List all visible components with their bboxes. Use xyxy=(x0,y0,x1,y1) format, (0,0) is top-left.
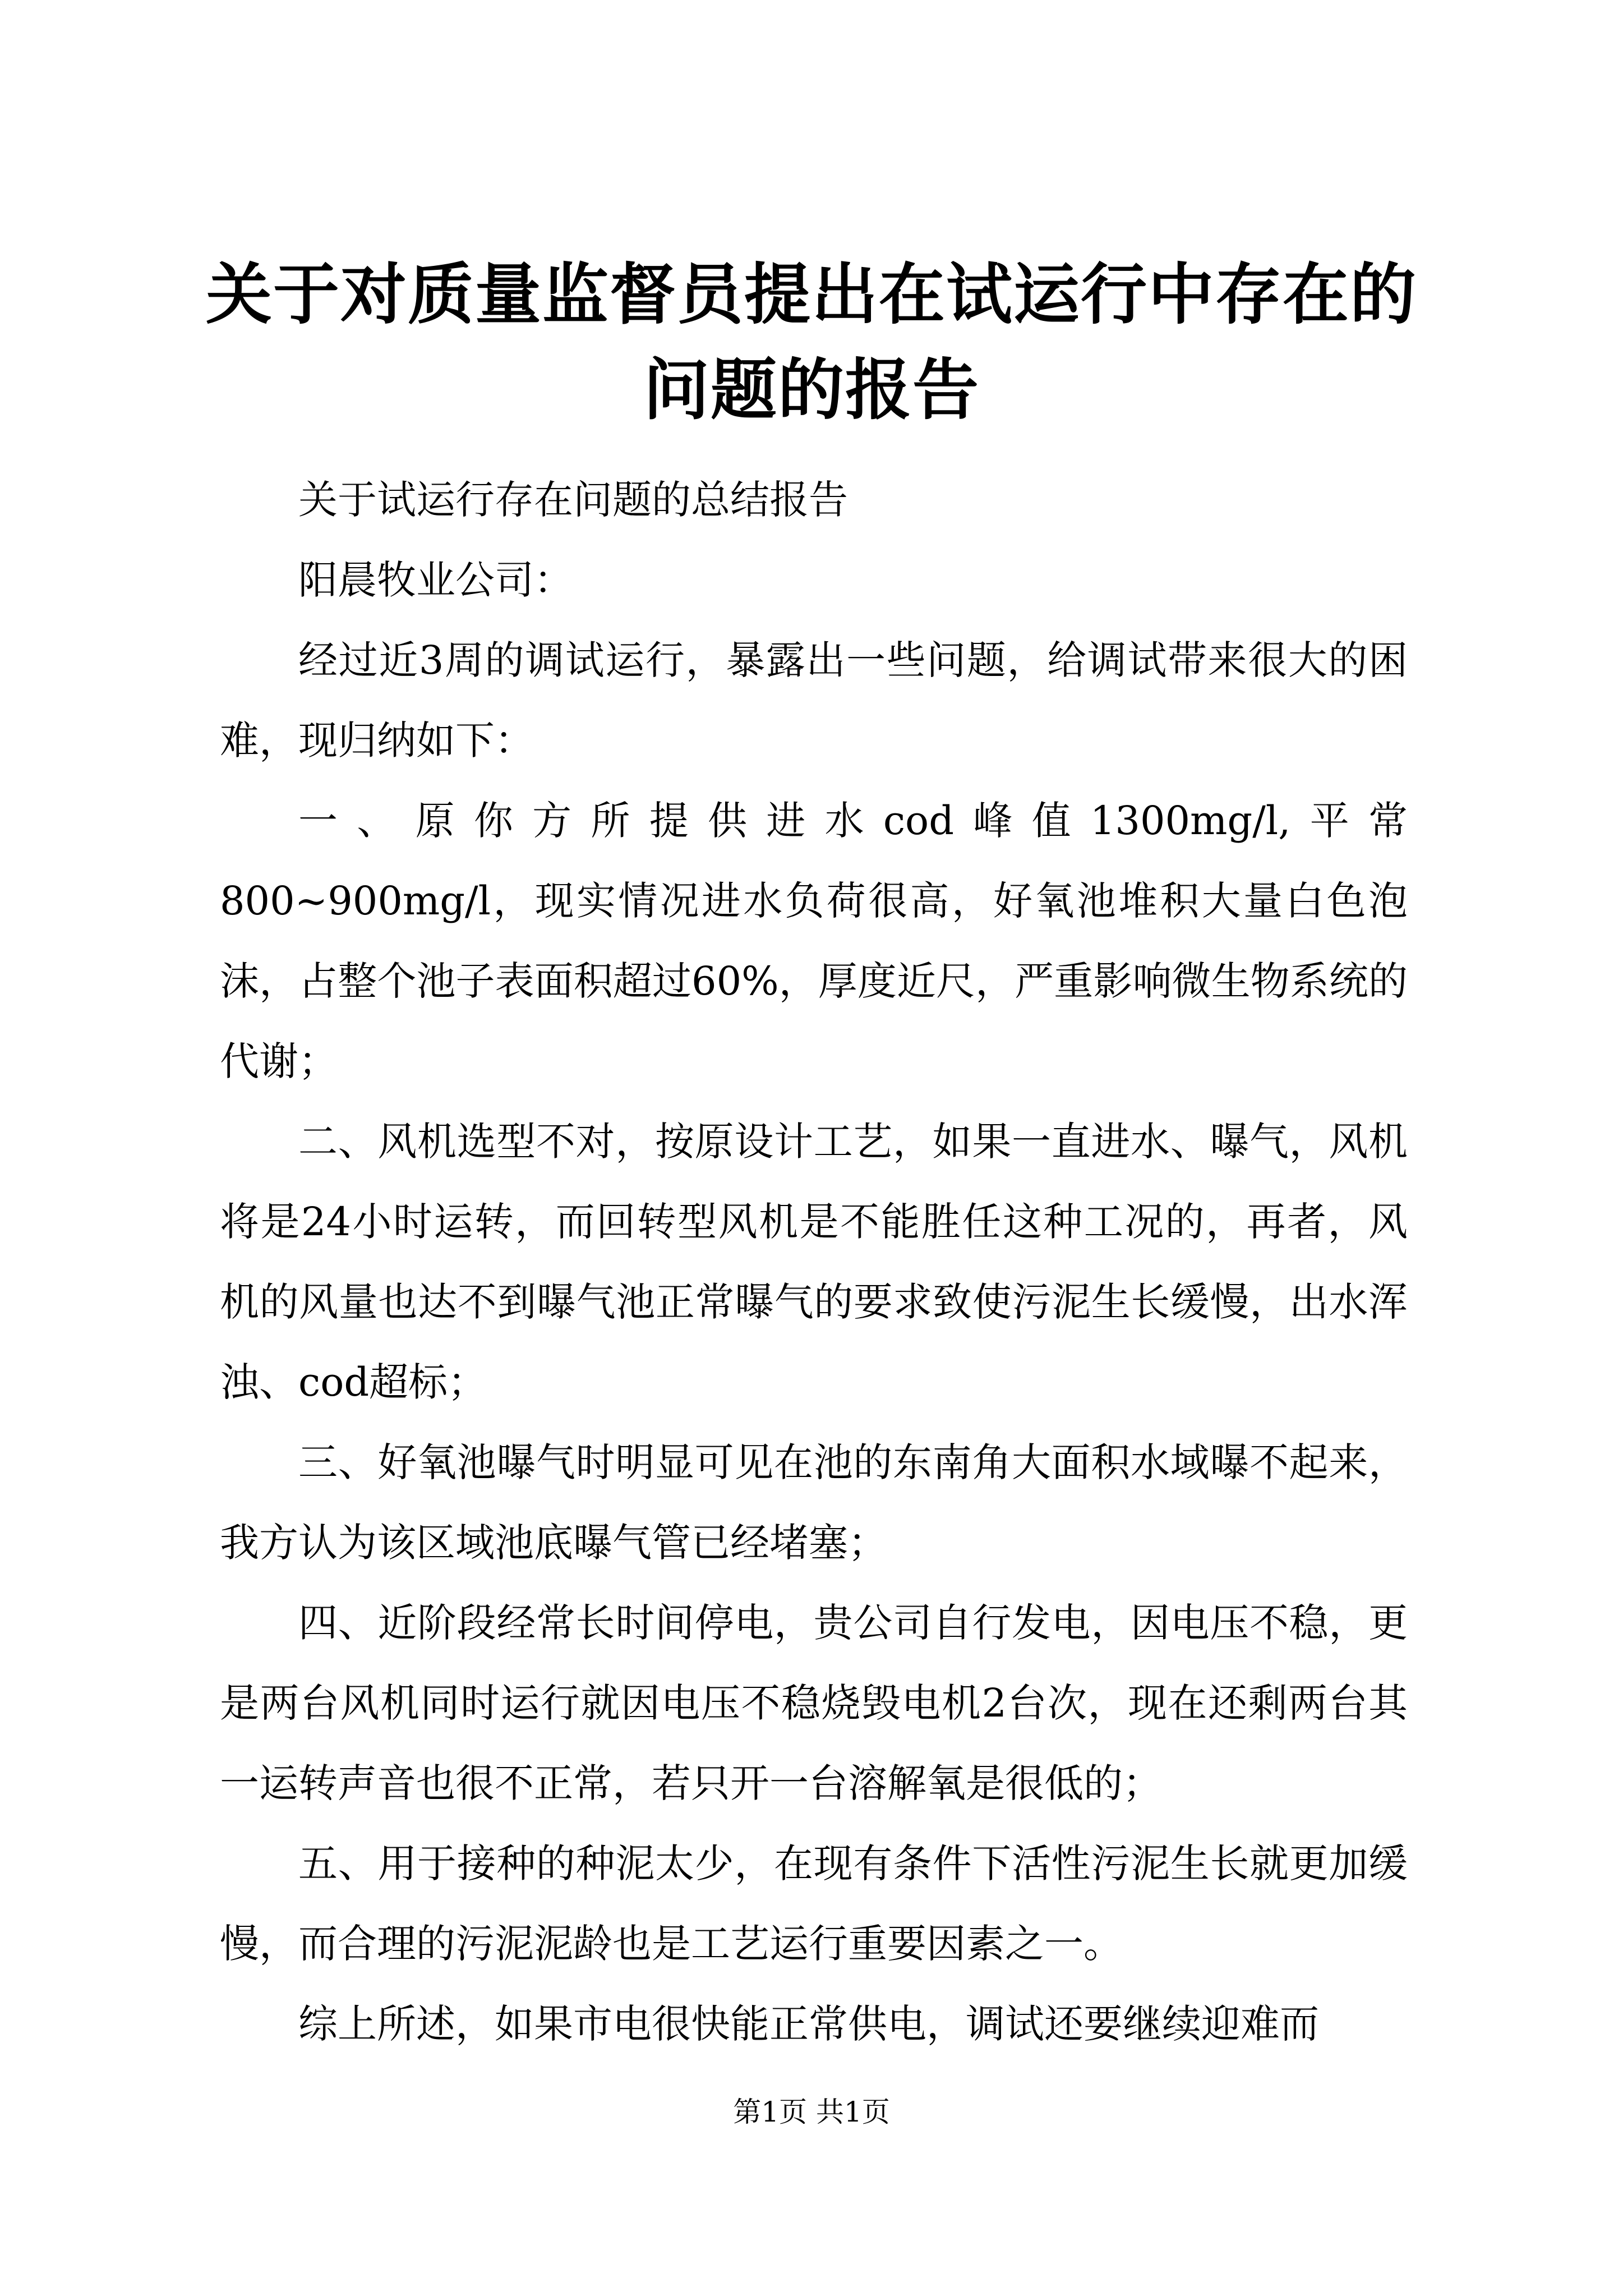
paragraph-item-2: 二、风机选型不对，按原设计工艺，如果一直进水、曝气，风机将是24小时运转，而回转型风机是不能胜任这种工况的，再者，风机的风量也达不到曝气池正常曝气的要求致使污泥生长缓慢，出水浑浊、cod超标； xyxy=(220,1119,1408,1405)
paragraph-intro: 经过近3周的调试运行，暴露出一些问题，给调试带来很大的困难，现归纳如下： xyxy=(220,637,1408,763)
paragraph-item-4: 四、近阶段经常长时间停电，贵公司自行发电，因电压不稳，更是两台风机同时运行就因电压不稳烧毁电机2台次，现在还剩两台其一运转声音也很不正常，若只开一台溶解氧是很低的； xyxy=(220,1600,1408,1806)
paragraph-item-1: 一、原你方所提供进水cod峰值1300mg/l,平常800~900mg/l，现实情况进水负荷很高，好氧池堆积大量白色泡沫，占整个池子表面积超过60%，厚度近尺，严重影响微生物系统的代谢； xyxy=(220,798,1408,1084)
paragraph-item-5: 五、用于接种的种泥太少，在现有条件下活性污泥生长就更加缓慢，而合理的污泥泥龄也是工艺运行重要因素之一。 xyxy=(220,1841,1408,1967)
paragraph-item-3: 三、好氧池曝气时明显可见在池的东南角大面积水域曝不起来，我方认为该区域池底曝气管已经堵塞； xyxy=(220,1439,1408,1566)
addressee: 阳晨牧业公司： xyxy=(298,557,573,603)
document-body xyxy=(220,460,1408,2064)
report-subtitle: 关于试运行存在问题的总结报告 xyxy=(298,477,848,523)
paragraph-conclusion: 综上所述，如果市电很快能正常供电，调试还要继续迎难而 xyxy=(298,2001,1319,2047)
document-title: 关于对质量监督员提出在试运行中存在的问题的报告 xyxy=(205,255,1417,429)
page-number: 第1页 共1页 xyxy=(733,2096,890,2128)
